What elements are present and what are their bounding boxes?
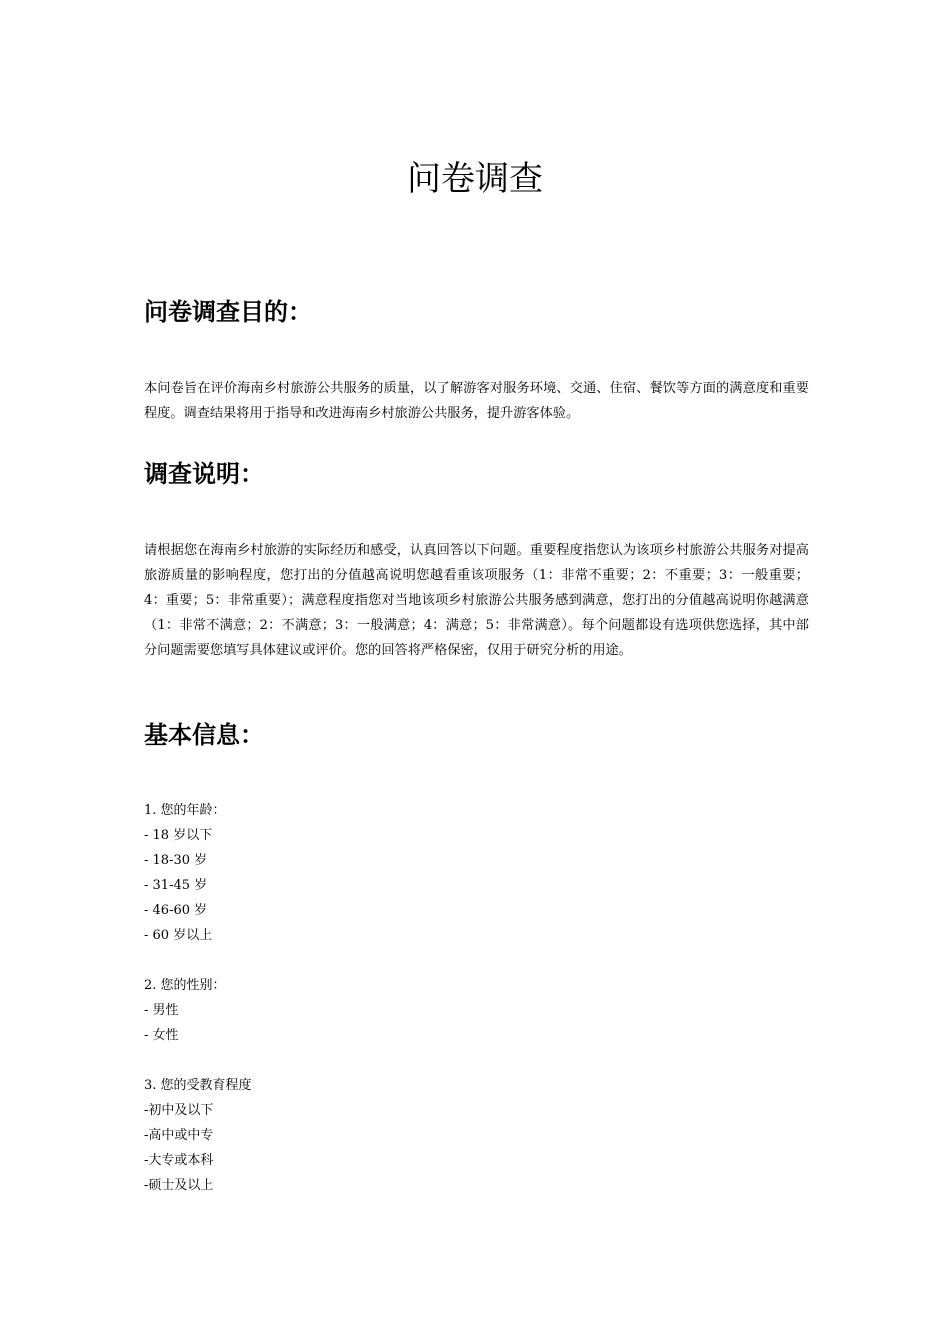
option-item: -硕士及以上	[144, 1178, 214, 1193]
option-item: - 男性	[144, 1003, 179, 1018]
purpose-heading: 问卷调查目的：	[144, 298, 312, 326]
purpose-paragraph: 本问卷旨在评价海南乡村旅游公共服务的质量，以了解游客对服务环境、交通、住宿、餐饮等方面的满意度和重要程度。调查结果将用于指导和改进海南乡村旅游公共服务，提升游客体验。	[144, 381, 809, 421]
option-item: - 31-45 岁	[144, 878, 208, 893]
option-item: - 60 岁以上	[144, 928, 213, 943]
question-text: 2. 您的性别：	[144, 978, 226, 993]
option-item: - 46-60 岁	[144, 903, 208, 918]
option-item: -高中或中专	[144, 1128, 214, 1143]
question-gender	[144, 973, 744, 1048]
basic-info-heading: 基本信息：	[144, 721, 264, 749]
option-item: - 18-30 岁	[144, 853, 208, 868]
option-item: - 18 岁以下	[144, 828, 213, 843]
option-item: -大专或本科	[144, 1153, 214, 1168]
instructions-paragraph: 请根据您在海南乡村旅游的实际经历和感受，认真回答以下问题。重要程度指您认为该项乡村旅游公共服务对提高旅游质量的影响程度，您打出的分值越高说明您越看重该项服务（1：非常不重要；2：不重要；3：一般重要；4：重要；5：非常重要）；满意程度指您对当地该项乡村旅游公共服务感到满意，您打出的分值越高说明你越满意（1：非常不满意；2：不满意；3：一般满意；4：满意；5：非常满意）。每个问题都设有选项供您选择，其中部分问题需要您填写具体建议或评价。您的回答将严格保密，仅用于研究分析的用途。	[144, 543, 809, 658]
question-education	[144, 1073, 744, 1198]
option-item: - 女性	[144, 1028, 179, 1043]
option-item: -初中及以下	[144, 1103, 214, 1118]
question-text: 3. 您的受教育程度	[144, 1078, 252, 1093]
instructions-heading: 调查说明：	[144, 460, 264, 488]
question-age	[144, 798, 744, 948]
question-text: 1. 您的年龄：	[144, 803, 226, 818]
document-title: 问卷调查	[407, 159, 543, 199]
